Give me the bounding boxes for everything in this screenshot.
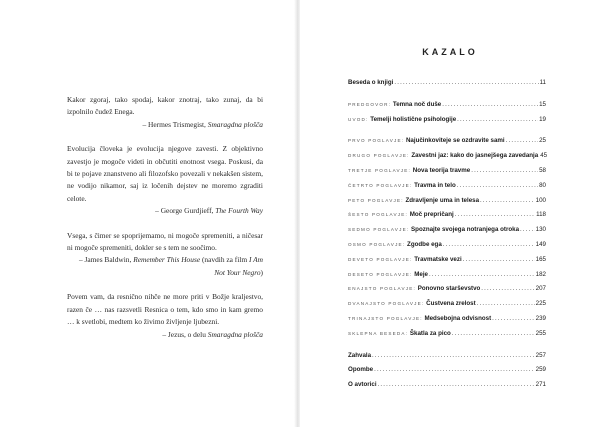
toc-entry[interactable] bbox=[348, 79, 546, 94]
epigraph-attribution bbox=[67, 329, 263, 341]
toc-entry-page-number: 259 bbox=[535, 366, 546, 374]
epigraph-attribution bbox=[67, 254, 263, 279]
toc-entry[interactable] bbox=[348, 226, 546, 241]
toc-entry[interactable] bbox=[348, 381, 546, 396]
toc-entry-title: Škatla za pico bbox=[409, 329, 451, 337]
attribution-author: – George Gurdjieff, bbox=[155, 206, 216, 216]
epigraph-quote: Kakor zgoraj, tako spodaj, kakor znotraj, tako zunaj, da bi izpolnilo čudež Enega. bbox=[67, 95, 263, 117]
toc-entry[interactable] bbox=[348, 352, 546, 367]
toc-entry-title: Spoznajte svojega notranjega otroka bbox=[411, 226, 520, 234]
toc-entry[interactable] bbox=[348, 211, 546, 226]
toc-entry-page-number: 58 bbox=[539, 166, 546, 174]
attribution-work: Remember This House bbox=[133, 255, 201, 265]
toc-entry-label: OSMO POGLAVJE: bbox=[348, 241, 406, 247]
toc-entry-title: Opombe bbox=[348, 366, 374, 374]
toc-entry-title: O avtorici bbox=[348, 381, 377, 389]
toc-dot-leader bbox=[455, 212, 535, 218]
attribution-work: Smaragdna plošča bbox=[207, 119, 263, 129]
toc-entry-title: Temna noč duše bbox=[392, 100, 442, 108]
toc-entry-label: PRVO POGLAVJE: bbox=[348, 138, 405, 144]
epigraph-attribution bbox=[67, 119, 263, 131]
toc-entry-page-number: 25 bbox=[539, 137, 546, 145]
toc-dot-leader bbox=[463, 257, 535, 263]
attribution-film: I Am Not Your Negro bbox=[214, 255, 263, 277]
toc-entry-title: Travmatske vezi bbox=[414, 255, 462, 263]
toc-entry-title: Moč prepričanj bbox=[409, 211, 454, 219]
toc-entry-page-number: 207 bbox=[535, 285, 546, 293]
toc-entry-page-number: 130 bbox=[535, 226, 546, 234]
toc-dot-leader bbox=[394, 80, 538, 86]
attribution-work: The Fourth Way bbox=[215, 206, 263, 216]
epigraphs bbox=[67, 94, 263, 341]
toc-entry[interactable] bbox=[348, 116, 546, 131]
toc-entry-label: DRUGO POGLAVJE: bbox=[348, 153, 410, 159]
toc-entry[interactable] bbox=[348, 182, 546, 197]
toc-entry-title: Ponovno starševstvo bbox=[417, 285, 481, 293]
toc-entry-title: Najučinkoviteje se ozdravite sami bbox=[405, 137, 505, 145]
toc-entry-page-number: 45 bbox=[540, 152, 548, 160]
toc-dot-leader bbox=[492, 316, 535, 322]
toc-entry[interactable] bbox=[348, 167, 546, 182]
epigraph-quote: Vsega, s čimer se spoprijemamo, ni mogoče spremeniti, a ničesar ni mogoče spremeniti, dokler se s tem ne soočimo. bbox=[67, 230, 263, 253]
toc-entry[interactable] bbox=[348, 330, 546, 345]
toc-entry-title: Čustvena zrelost bbox=[426, 300, 476, 308]
toc-entry-label: UVOD: bbox=[348, 116, 369, 122]
toc-dot-leader bbox=[429, 272, 535, 278]
toc-entry-page-number: 239 bbox=[535, 314, 546, 322]
table-of-contents bbox=[348, 79, 546, 396]
toc-title: KAZALO bbox=[422, 47, 478, 57]
attribution-author: – Hermes Trismegist, bbox=[142, 119, 208, 129]
toc-entry-title: Beseda o knjigi bbox=[348, 79, 394, 86]
toc-dot-leader bbox=[378, 382, 535, 388]
toc-entry-title: Zahvala bbox=[348, 351, 372, 359]
toc-entry-page-number: 255 bbox=[535, 329, 546, 337]
toc-entry-page-number: 11 bbox=[539, 79, 546, 86]
toc-entry-page-number: 225 bbox=[535, 300, 546, 308]
toc-dot-leader bbox=[506, 138, 538, 144]
toc-entry-label: TRETJE POGLAVJE: bbox=[348, 167, 412, 173]
toc-dot-leader bbox=[443, 242, 535, 248]
toc-entry-page-number: 257 bbox=[535, 351, 546, 359]
toc-entry-title: Nova teorija travme bbox=[412, 166, 471, 174]
toc-entry[interactable] bbox=[348, 271, 546, 286]
toc-dot-leader bbox=[520, 227, 535, 233]
attribution-author: – James Baldwin, bbox=[78, 255, 134, 265]
toc-entry[interactable] bbox=[348, 137, 546, 152]
toc-entry-title: Temelji holistične psihologije bbox=[370, 115, 457, 123]
toc-entry[interactable] bbox=[348, 152, 546, 167]
toc-entry-label: DEVETO POGLAVJE: bbox=[348, 256, 413, 262]
toc-entry-label: PREDGOVOR: bbox=[348, 101, 392, 107]
epigraph-quote: Povem vam, da resnično nihče ne more priti v Božje kraljestvo, razen če … nas razsvetli Resnica o tem, kdo smo in kam gremo … k svetlobi, medtem ko živimo življenje ljubezni. bbox=[67, 292, 263, 327]
toc-entry-page-number: 165 bbox=[535, 255, 546, 263]
toc-entry[interactable] bbox=[348, 256, 546, 271]
toc-group-spacer bbox=[348, 345, 546, 352]
toc-entry-page-number: 182 bbox=[535, 270, 546, 278]
toc-dot-leader bbox=[480, 198, 535, 204]
toc-dot-leader bbox=[374, 367, 535, 373]
toc-entry-label: DESETO POGLAVJE: bbox=[348, 271, 413, 277]
toc-dot-leader bbox=[442, 102, 538, 108]
toc-dot-leader bbox=[477, 301, 535, 307]
toc-entry-page-number: 19 bbox=[539, 115, 546, 123]
attribution-author: – Jezus, o delu bbox=[162, 329, 208, 339]
toc-entry[interactable] bbox=[348, 285, 546, 300]
left-page bbox=[0, 0, 297, 427]
toc-entry-title: Zgodbe ega bbox=[407, 240, 442, 248]
toc-group-spacer bbox=[348, 130, 546, 137]
toc-group-spacer bbox=[348, 94, 546, 101]
toc-dot-leader bbox=[372, 353, 535, 359]
toc-entry-label: SEDMO POGLAVJE: bbox=[348, 227, 410, 233]
toc-dot-leader bbox=[481, 286, 534, 292]
attribution-work: Smaragdna plošča bbox=[207, 329, 263, 339]
toc-entry-title: Zdravljenje uma in telesa bbox=[405, 196, 480, 204]
toc-entry-label: DVANAJSTO POGLAVJE: bbox=[348, 301, 425, 307]
toc-entry-title: Medsebojna odvisnost bbox=[424, 314, 492, 322]
toc-entry[interactable] bbox=[348, 315, 546, 330]
toc-entry-title: Travma in telo bbox=[414, 181, 456, 189]
toc-entry-label: PETO POGLAVJE: bbox=[348, 197, 404, 203]
toc-entry-label: TRINAJSTO POGLAVJE: bbox=[348, 315, 423, 321]
toc-entry-label: ENAJSTO POGLAVJE: bbox=[348, 286, 416, 292]
attribution-end: ) bbox=[260, 267, 263, 277]
toc-entry[interactable] bbox=[348, 366, 546, 381]
toc-entry-page-number: 149 bbox=[535, 240, 546, 248]
epigraph-attribution bbox=[67, 205, 263, 217]
toc-entry[interactable] bbox=[348, 241, 546, 256]
toc-entry-label: ŠESTO POGLAVJE: bbox=[348, 212, 408, 218]
toc-dot-leader bbox=[457, 117, 538, 123]
toc-dot-leader bbox=[452, 331, 535, 337]
toc-entry-page-number: 100 bbox=[535, 196, 546, 204]
toc-entry[interactable] bbox=[348, 101, 546, 116]
epigraph-quote: Evolucija človeka je evolucija njegove zavesti. Z objektivno zavestjo je mogoče videti in občutiti enotnost vsega. Poskusi, da bi te pojave znanstveno ali filozofsko povezali v nekakšen sistem, ne vodijo nikamor, saj iz ločenih dejstev ne moremo zgraditi celote. bbox=[67, 144, 263, 203]
toc-entry-title: Meje bbox=[414, 270, 428, 278]
toc-entry-page-number: 118 bbox=[536, 211, 546, 219]
toc-entry-label: SKLEPNA BESEDA: bbox=[348, 330, 409, 336]
toc-entry[interactable] bbox=[348, 197, 546, 212]
toc-entry-page-number: 80 bbox=[539, 181, 546, 189]
toc-entry-page-number: 271 bbox=[535, 381, 546, 389]
toc-dot-leader bbox=[471, 168, 538, 174]
toc-entry-title: Zavestni jaz: kako do jasnejšega zavedanja bbox=[411, 152, 539, 160]
attribution-note: (navdih za film bbox=[200, 255, 249, 265]
toc-dot-leader bbox=[457, 183, 538, 189]
toc-entry-label: ČETRTO POGLAVJE: bbox=[348, 182, 413, 188]
toc-entry[interactable] bbox=[348, 300, 546, 315]
toc-entry-page-number: 15 bbox=[539, 100, 546, 108]
